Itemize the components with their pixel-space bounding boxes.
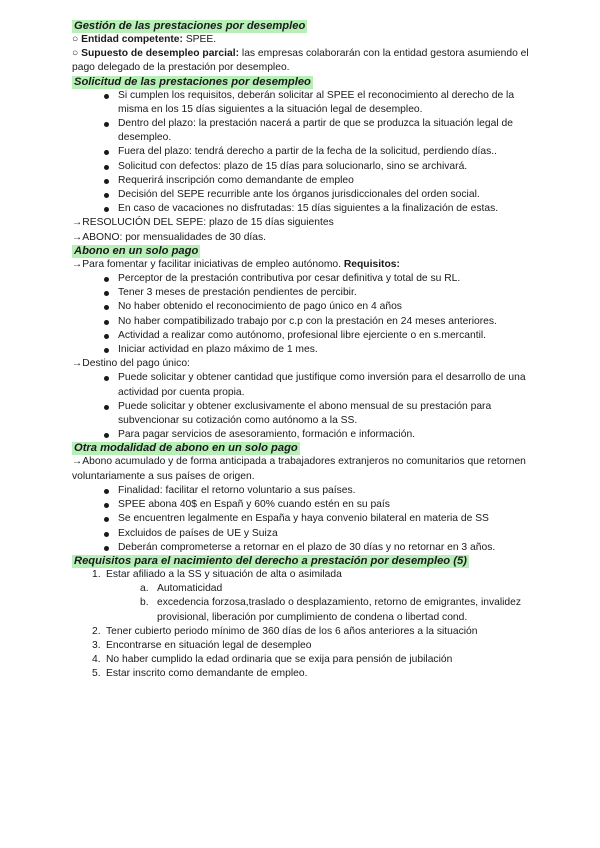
- requisitos-label: Requisitos:: [343, 258, 400, 270]
- otra-modalidad-intro: →Abono acumulado y de forma anticipada a trabajadores extranjeros no comunitarios que retornen voluntariamente a sus países de origen.: [72, 456, 526, 482]
- list-item: Fuera del plazo: tendrá derecho a partir de la fecha de la solicitud, perdiendo días..: [104, 145, 530, 159]
- list-item: Si cumplen los requisitos, deberán solicitar al SPEE el reconocimiento al derecho de la misma en los 15 días siguientes a la situación legal de desempleo.: [104, 89, 530, 117]
- list-item: [92, 653, 530, 667]
- list-item: Excluidos de países de UE y Suiza: [104, 527, 530, 541]
- list-item: Deberán comprometerse a retornar en el plazo de 30 días y no retornar en 3 años.: [104, 541, 530, 555]
- list-item: [92, 639, 530, 653]
- entidad-label: Entidad competente:: [81, 34, 183, 45]
- sub-list-item: [140, 582, 530, 596]
- list-item-text: Estar afiliado a la SS y situación de alta o asimilada: [106, 568, 342, 580]
- section-heading-solicitud: Solicitud de las prestaciones por desempleo: [74, 75, 311, 88]
- list-number: 1.: [92, 568, 101, 580]
- section-heading-otra-modalidad: Otra modalidad de abono en un solo pago: [74, 442, 298, 455]
- list-item: Tener 3 meses de prestación pendientes de percibir.: [104, 286, 530, 300]
- entidad-value: SPEE.: [182, 34, 217, 45]
- list-item: Finalidad: facilitar el retorno voluntario a sus países.: [104, 484, 530, 498]
- section-heading-requisitos: Requisitos para el nacimiento del derecho a prestación por desempleo (5): [74, 554, 467, 567]
- list-item: Actividad a realizar como autónomo, profesional libre ejerciente o en s.mercantil.: [104, 329, 530, 343]
- supuesto-value: las empresas colaborarán con la entidad gestora asumiendo el pago delegado de la prestación por desempleo.: [72, 48, 529, 74]
- list-item: Solicitud con defectos: plazo de 15 días para solucionarlo, sino se archivará.: [104, 160, 530, 174]
- sub-list-item-text: Automaticidad: [157, 583, 223, 595]
- destino-list: [72, 371, 530, 442]
- list-number: 5.: [92, 668, 101, 680]
- list-item: No haber obtenido el reconocimiento de pago único en 4 años: [104, 300, 530, 314]
- supuesto-label: Supuesto de desempleo parcial:: [81, 48, 240, 60]
- list-item: Perceptor de la prestación contributiva por cesar definitiva y total de su RL.: [104, 272, 530, 286]
- circle-marker: ○: [72, 48, 79, 60]
- list-item: [92, 625, 530, 639]
- list-item: En caso de vacaciones no disfrutadas: 15 días siguientes a la finalización de estas.: [104, 202, 530, 216]
- list-number: 3.: [92, 639, 101, 651]
- pago-unico-intro: [72, 258, 530, 272]
- list-item: Puede solicitar y obtener exclusivamente el abono mensual de su prestación para subvencionar su cotización como autónomo a la SS.: [104, 400, 530, 428]
- pago-unico-requisitos-list: [72, 272, 530, 357]
- entidad-line: [72, 33, 530, 47]
- list-item: Para pagar servicios de asesoramiento, formación e información.: [104, 428, 530, 442]
- list-item: [92, 667, 530, 681]
- abono-line: →ABONO: por mensualidades de 30 días.: [72, 231, 267, 243]
- requisitos-list: [72, 568, 530, 682]
- resolucion-line: →RESOLUCIÓN DEL SEPE: plazo de 15 días siguientes: [72, 217, 334, 229]
- list-number: 2.: [92, 625, 101, 637]
- list-item: [92, 568, 530, 625]
- circle-marker: ○: [72, 34, 79, 45]
- destino-line: →Destino del pago único:: [72, 358, 190, 370]
- pago-unico-intro-text: →Para fomentar y facilitar iniciativas de empleo autónomo.: [72, 258, 344, 270]
- list-item-text: Estar inscrito como demandante de empleo.: [106, 668, 308, 680]
- sub-list-item: [140, 596, 530, 624]
- list-item-text: Encontrarse en situación legal de desempleo: [106, 639, 312, 651]
- list-item: Iniciar actividad en plazo máximo de 1 mes.: [104, 343, 530, 357]
- sub-list: [106, 582, 530, 625]
- sub-list-letter: a.: [140, 583, 149, 595]
- otra-modalidad-list: [72, 484, 530, 555]
- list-item: Se encuentren legalmente en España y haya convenio bilateral en materia de SS: [104, 512, 530, 526]
- list-item: Dentro del plazo: la prestación nacerá a partir de que se produzca la situación legal de desempleo.: [104, 117, 530, 145]
- solicitud-list: [72, 89, 530, 217]
- supuesto-line: [72, 47, 530, 75]
- list-item: Puede solicitar y obtener cantidad que justifique como inversión para el desarrollo de una actividad por cuenta propia.: [104, 371, 530, 399]
- list-item-text: No haber cumplido la edad ordinaria que se exija para pensión de jubilación: [106, 654, 453, 666]
- list-item-text: Tener cubierto periodo mínimo de 360 días de los 6 años anteriores a la situación: [106, 625, 478, 637]
- list-item: No haber compatibilizado trabajo por c.p con la prestación en 24 meses anteriores.: [104, 315, 530, 329]
- list-number: 4.: [92, 654, 101, 666]
- sub-list-item-text: excedencia forzosa,traslado o desplazamiento, retorno de emigrantes, invalidez provisional, liberación por cumplimiento de condena o libertad cond.: [157, 597, 522, 623]
- list-item: Requerirá inscripción como demandante de empleo: [104, 174, 530, 188]
- sub-list-letter: b.: [140, 597, 149, 609]
- list-item: SPEE abona 40$ en Españ y 60% cuando estén en su país: [104, 498, 530, 512]
- list-item: Decisión del SEPE recurrible ante los órganos jurisdiccionales del orden social.: [104, 188, 530, 202]
- section-heading-pago-unico: Abono en un solo pago: [74, 244, 199, 257]
- section-heading-gestion: Gestión de las prestaciones por desempleo: [74, 20, 306, 32]
